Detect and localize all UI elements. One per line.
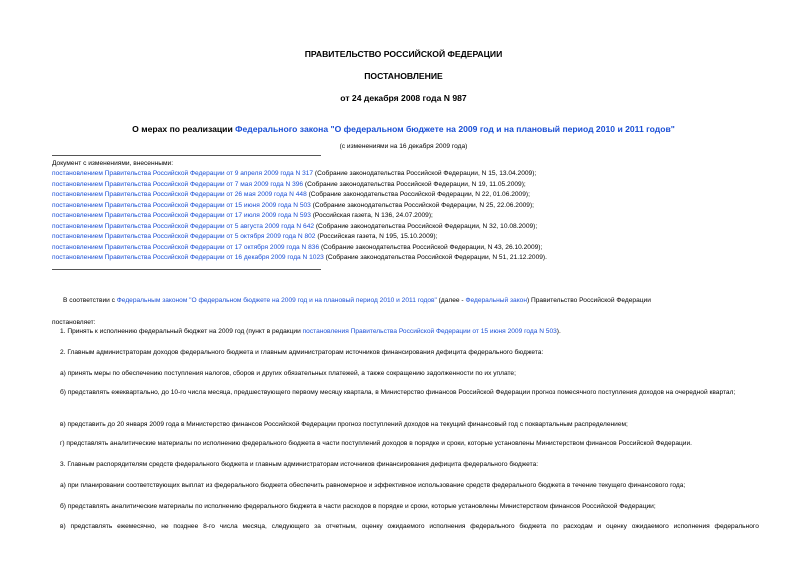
- amendment-link[interactable]: постановлением Правительства Российской Федерации от 5 августа 2009 года N 642: [52, 222, 315, 230]
- item-3a: а) при планировании соответствующих выплат из федерального бюджета обеспечить равномерное и эффективное использование средств федерального бюджета в течение текущего финансового года;: [60, 482, 686, 489]
- amendment-link[interactable]: постановлением Правительства Российской Федерации от 26 мая 2009 года N 448: [52, 191, 307, 198]
- amendment-source: (Собрание законодательства Российской Федерации, N 19, 11.05.2009);: [303, 180, 526, 188]
- document-type: ПОСТАНОВЛЕНИЕ: [364, 71, 443, 81]
- amendment-item: [52, 244, 542, 251]
- law-short-link[interactable]: Федеральный закон: [465, 297, 527, 304]
- item-1-link[interactable]: постановления Правительства Российской Федерации от 15 июня 2009 года N 503: [302, 328, 557, 335]
- item-2: 2. Главным администраторам доходов федерального бюджета и главным администраторам источников финансирования дефицита федерального бюджета:: [60, 349, 544, 356]
- amendment-source: (Собрание законодательства Российской Федерации, N 15, 13.04.2009);: [313, 170, 537, 177]
- item-2b: б) представлять ежеквартально, до 10-го числа месяца, предшествующего первому месяцу квартала, в Министерство финансов Российской Федерации прогноз помесячного поступления доходов на очередной квартал;: [60, 389, 736, 396]
- item-1-text-a: 1. Принять к исполнению федеральный бюджет на 2009 год (пункт в редакции: [60, 328, 303, 335]
- amendment-source: (Российская газета, N 136, 24.07.2009);: [310, 212, 433, 219]
- preamble-text-c: ) Правительство Российской Федерации: [526, 297, 651, 304]
- amendment-source: (Собрание законодательства Российской Федерации, N 25, 22.06.2009);: [310, 201, 534, 209]
- item-1-text-b: ).: [556, 328, 561, 335]
- amendment-source: (Собрание законодательства Российской Федерации, N 51, 21.12.2009).: [323, 254, 547, 261]
- amendment-item: [52, 202, 534, 209]
- changes-intro: Документ с изменениями, внесенными:: [52, 160, 174, 167]
- amendment-link[interactable]: постановлением Правительства Российской Федерации от 17 октября 2009 года N 836: [52, 243, 320, 251]
- amendment-link[interactable]: постановлением Правительства Российской Федерации от 5 октября 2009 года N 802: [52, 233, 316, 240]
- amendment-item: [52, 254, 547, 261]
- item-2g: г) представлять аналитические материалы по исполнению федерального бюджета в части поступлений доходов в порядке и сроки, которые установлены Министерством финансов Российской Федерации.: [60, 440, 692, 447]
- item-2a: а) принять меры по обеспечению поступления налогов, сборов и других обязательных платежей, а также сокращению задолженности по их уплате;: [60, 370, 516, 377]
- law-link[interactable]: Федеральным законом "О федеральном бюджете на 2009 год и на плановый период 2010 и 2011 годов": [116, 297, 437, 304]
- amendment-source: (Собрание законодательства Российской Федерации, N 43, 26.10.2009);: [319, 243, 543, 251]
- item-1: [60, 328, 561, 335]
- preamble-text-a: В соответствии с: [63, 297, 117, 304]
- amendment-source: (Собрание законодательства Российской Федерации, N 22, 01.06.2009);: [306, 191, 530, 198]
- amendment-item: [52, 223, 537, 230]
- amendment-link[interactable]: постановлением Правительства Российской Федерации от 17 июля 2009 года N 593: [52, 212, 311, 219]
- item-3: 3. Главным распорядителям средств федерального бюджета и главным администраторам источников финансирования дефицита федерального бюджета:: [60, 461, 539, 468]
- amendment-link[interactable]: постановлением Правительства Российской Федерации от 15 июня 2009 года N 503: [52, 201, 311, 209]
- divider-bottom: [52, 269, 321, 270]
- amendment-source: (Российская газета, N 195, 15.10.2009);: [315, 233, 438, 240]
- item-2v: в) представить до 20 января 2009 года в Министерство финансов Российской Федерации прогноз поступлений доходов на текущий финансовый год с поквартальным распределением;: [60, 421, 628, 428]
- preamble: [63, 297, 651, 304]
- title-law-link[interactable]: Федерального закона "О федеральном бюджете на 2009 год и на плановый период 2010 и 2011 годов": [235, 124, 675, 134]
- amendment-link[interactable]: постановлением Правительства Российской Федерации от 7 мая 2009 года N 396: [52, 180, 304, 188]
- amendment-item: [52, 212, 433, 219]
- amendment-item: [52, 170, 536, 177]
- item-3v: в) представлять ежемесячно, не позднее 8-го числа месяца, следующего за отчетным, оценку ожидаемого исполнения федерального бюджета по расходам и оценку ожидаемого исполнения федерального: [60, 523, 759, 530]
- amendment-item: [52, 233, 437, 240]
- decrees-word: постановляет:: [52, 319, 96, 326]
- preamble-text-b: (далее -: [436, 297, 466, 304]
- government-name: ПРАВИТЕЛЬСТВО РОССИЙСКОЙ ФЕДЕРАЦИИ: [304, 49, 503, 59]
- amend-note: (с изменениями на 16 декабря 2009 года): [339, 143, 468, 150]
- divider-top: [52, 155, 321, 156]
- amendment-source: (Собрание законодательства Российской Федерации, N 32, 10.08.2009);: [314, 222, 538, 230]
- amendment-link[interactable]: постановлением Правительства Российской Федерации от 9 апреля 2009 года N 317: [52, 170, 314, 177]
- date-number: от 24 декабря 2008 года N 987: [340, 93, 467, 103]
- amendment-link[interactable]: постановлением Правительства Российской Федерации от 16 декабря 2009 года N 1023: [52, 254, 324, 261]
- item-3b: б) представлять аналитические материалы по исполнению федерального бюджета в части расходов в порядке и сроки, которые установлены Министерством финансов Российской Федерации;: [60, 503, 656, 510]
- title-prefix: О мерах по реализации: [132, 124, 236, 134]
- amendment-item: [52, 181, 526, 188]
- amendment-item: [52, 191, 530, 198]
- document-title: [0, 124, 807, 134]
